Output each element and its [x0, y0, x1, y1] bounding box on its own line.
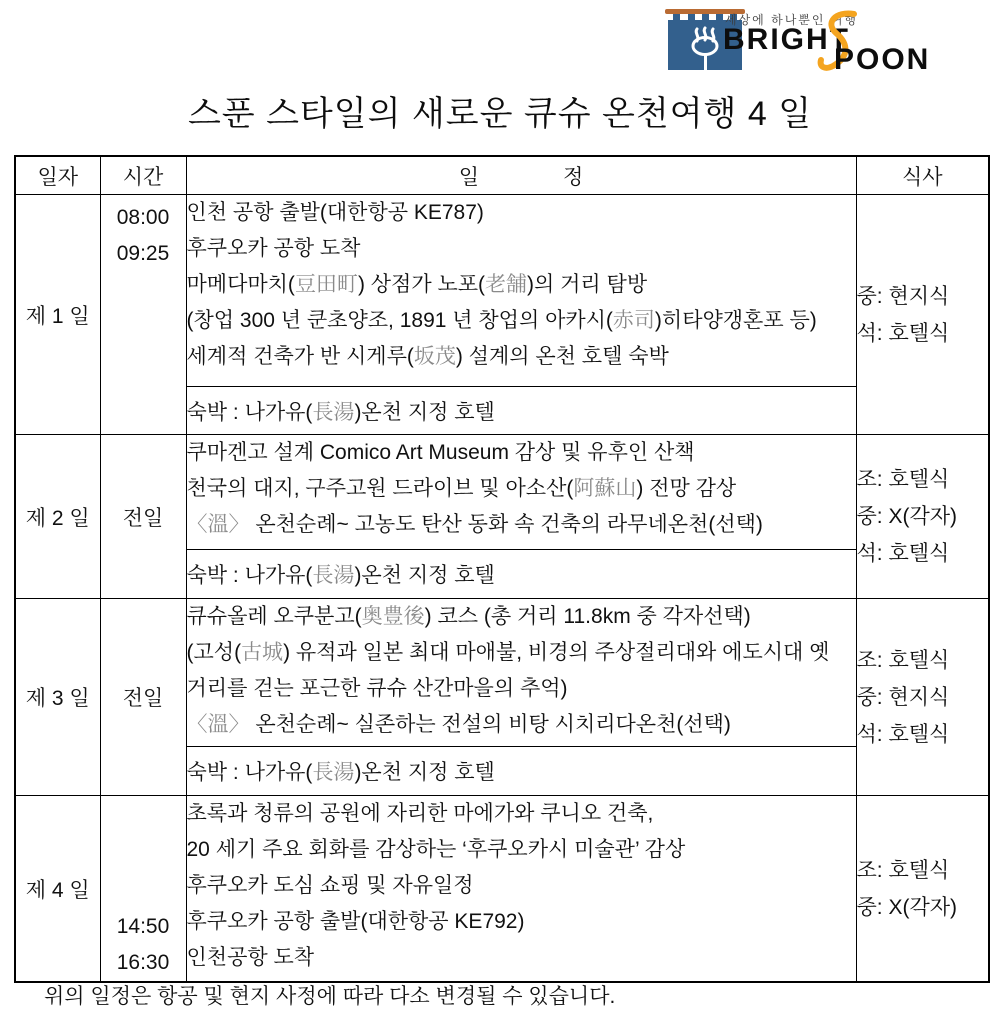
table-header-row [15, 156, 989, 195]
col-header-itinerary: 일 정 [186, 156, 856, 195]
time-cell [100, 796, 186, 983]
text-segment: (창업 300 년 쿤초양조, 1891 년 창업의 아카시( [186, 309, 613, 332]
meal-line: 조: 호텔식 [856, 468, 950, 491]
itinerary-table [14, 155, 990, 983]
time-line [101, 801, 186, 837]
text-segment: ) 코스 (총 거리 11.8km 중 각자선택) [424, 605, 751, 628]
day-row [15, 796, 989, 983]
time-line [101, 308, 186, 344]
meal-line: 석: 호텔식 [856, 542, 950, 565]
text-segment: 인천 공항 출발(대한항공 KE787) [186, 201, 484, 224]
text-segment: 숙박 : 나가유( [186, 400, 313, 424]
text-segment: ) 유적과 일본 최대 마애불, 비경의 주상절리대와 에도시대 옛 [283, 641, 830, 664]
time-cell: 전일 [100, 435, 186, 599]
text-segment: 온천순례~ 고농도 탄산 동화 속 건축의 라무네온천(선택) [249, 513, 763, 536]
time-line [101, 837, 186, 873]
lodging-cell [186, 550, 856, 599]
meals-cell [856, 435, 989, 599]
text-segment: 온천순례~ 실존하는 전설의 비탕 시치리다온천(선택) [249, 713, 731, 736]
hanja-text: 長湯 [312, 400, 355, 424]
time-line: 16:30 [116, 951, 170, 974]
itinerary-line [187, 471, 856, 507]
hanja-text: 〈溫〉 [186, 513, 250, 536]
text-segment: 거리를 걷는 포근한 큐슈 산간마을의 추억) [186, 677, 568, 700]
itinerary-line [187, 303, 856, 339]
hanja-text: 奥豊後 [361, 605, 425, 628]
text-segment: )온천 지정 호텔 [354, 400, 495, 424]
text-segment: 숙박 : 나가유( [186, 761, 313, 784]
hanja-text: 老舗 [485, 273, 528, 296]
text-segment: 인천공항 도착 [186, 946, 315, 969]
meal-line: 석: 호텔식 [856, 722, 950, 746]
lodging-cell [186, 747, 856, 796]
hanja-text: 坂茂 [413, 345, 456, 368]
text-segment: 마메다마치( [186, 273, 295, 296]
meal-line: 중: X(각자) [856, 505, 958, 528]
itinerary-line [187, 868, 856, 904]
itinerary-line [187, 904, 856, 940]
itinerary-cell [186, 796, 856, 983]
meal-line: 석: 호텔식 [856, 321, 950, 345]
hanja-text: 長湯 [312, 564, 355, 587]
meals-cell [856, 796, 989, 983]
footer-note: 위의 일정은 항공 및 현지 사정에 따라 다소 변경될 수 있습니다. [44, 985, 616, 1008]
text-segment: 쿠마겐고 설계 Comico Art Museum 감상 및 유후인 산책 [186, 441, 695, 464]
meal-line: 조: 호텔식 [856, 858, 950, 882]
itinerary-line [187, 599, 856, 635]
text-segment: 큐슈올레 오쿠분고( [186, 605, 362, 628]
col-header-meal: 식사 [856, 156, 989, 195]
text-segment: 숙박 : 나가유( [186, 564, 313, 587]
text-segment: 천국의 대지, 구주고원 드라이브 및 아소산( [186, 477, 574, 500]
itinerary-line [187, 507, 856, 543]
itinerary-line [187, 707, 856, 743]
day-row [15, 599, 989, 747]
itinerary-line [187, 339, 856, 375]
text-segment: ) 설계의 온천 호텔 숙박 [455, 345, 669, 368]
day-label-cell: 제 1 일 [15, 195, 100, 435]
lodging-cell [186, 387, 856, 435]
time-line [101, 344, 186, 380]
text-segment: )온천 지정 호텔 [354, 564, 495, 587]
itinerary-table-body [15, 195, 989, 983]
itinerary-line [187, 832, 856, 868]
page-title: 스푼 스타일의 새로운 큐슈 온천여행 4 일 [187, 95, 813, 133]
text-segment: 20 세기 주요 회화를 감상하는 ‘후쿠오카시 미술관’ 감상 [186, 838, 686, 861]
text-segment: )히타양갱혼포 등) [654, 309, 817, 332]
brand-bright: BRIGHT [723, 23, 850, 56]
brand-poon: POON [834, 43, 931, 76]
itinerary-line [187, 231, 856, 267]
hanja-text: 〈溫〉 [186, 713, 250, 736]
text-segment: 후쿠오카 공항 도착 [186, 237, 361, 260]
time-cell: 전일 [100, 599, 186, 796]
col-header-date: 일자 [15, 156, 100, 195]
itinerary-line [187, 195, 856, 231]
text-segment: )온천 지정 호텔 [354, 761, 495, 784]
itinerary-line [187, 635, 856, 671]
time-line [101, 873, 186, 909]
hanja-text: 阿蘇山 [573, 477, 637, 500]
brightspoon-logo [668, 4, 931, 76]
meals-cell [856, 599, 989, 796]
text-segment: 후쿠오카 도심 쇼핑 및 자유일정 [186, 874, 474, 897]
meal-line: 중: X(각자) [856, 895, 958, 919]
text-segment: 초록과 청류의 공원에 자리한 마에가와 쿠니오 건축, [186, 802, 654, 825]
hanja-text: 古城 [241, 641, 284, 664]
time-line: 08:00 [116, 206, 170, 229]
time-line [101, 272, 186, 308]
hanja-text: 長湯 [312, 761, 355, 784]
time-line: 09:25 [116, 242, 170, 265]
day-row [15, 195, 989, 387]
meal-line: 중: 현지식 [856, 685, 950, 709]
text-segment: ) 전망 감상 [636, 477, 737, 500]
hot-spring-icon [685, 26, 725, 64]
col-header-time: 시간 [100, 156, 186, 195]
day-row [15, 435, 989, 550]
text-segment: ) 상점가 노포( [357, 273, 486, 296]
meal-line: 조: 호텔식 [856, 648, 950, 672]
day-label-cell: 제 2 일 [15, 435, 100, 599]
day-label-cell: 제 3 일 [15, 599, 100, 796]
itinerary-cell [186, 195, 856, 387]
text-segment: 세계적 건축가 반 시게루( [186, 345, 414, 368]
meal-line: 중: 현지식 [856, 284, 950, 308]
meals-cell [856, 195, 989, 435]
hanja-text: 赤司 [612, 309, 655, 332]
itinerary-cell [186, 599, 856, 747]
hanja-text: 豆田町 [294, 273, 358, 296]
itinerary-line [187, 267, 856, 303]
itinerary-cell [186, 435, 856, 550]
text-segment: )의 거리 탐방 [527, 273, 648, 296]
day-label-cell: 제 4 일 [15, 796, 100, 983]
logo-tagline: 세상에 하나뿐인 여행 [725, 13, 858, 27]
text-segment: (고성( [186, 641, 242, 664]
itinerary-line [187, 671, 856, 707]
itinerary-line [187, 435, 856, 471]
itinerary-line [187, 796, 856, 832]
time-cell [100, 195, 186, 435]
itinerary-line [187, 940, 856, 976]
text-segment: 후쿠오카 공항 출발(대한항공 KE792) [186, 910, 525, 933]
time-line: 14:50 [116, 915, 170, 938]
